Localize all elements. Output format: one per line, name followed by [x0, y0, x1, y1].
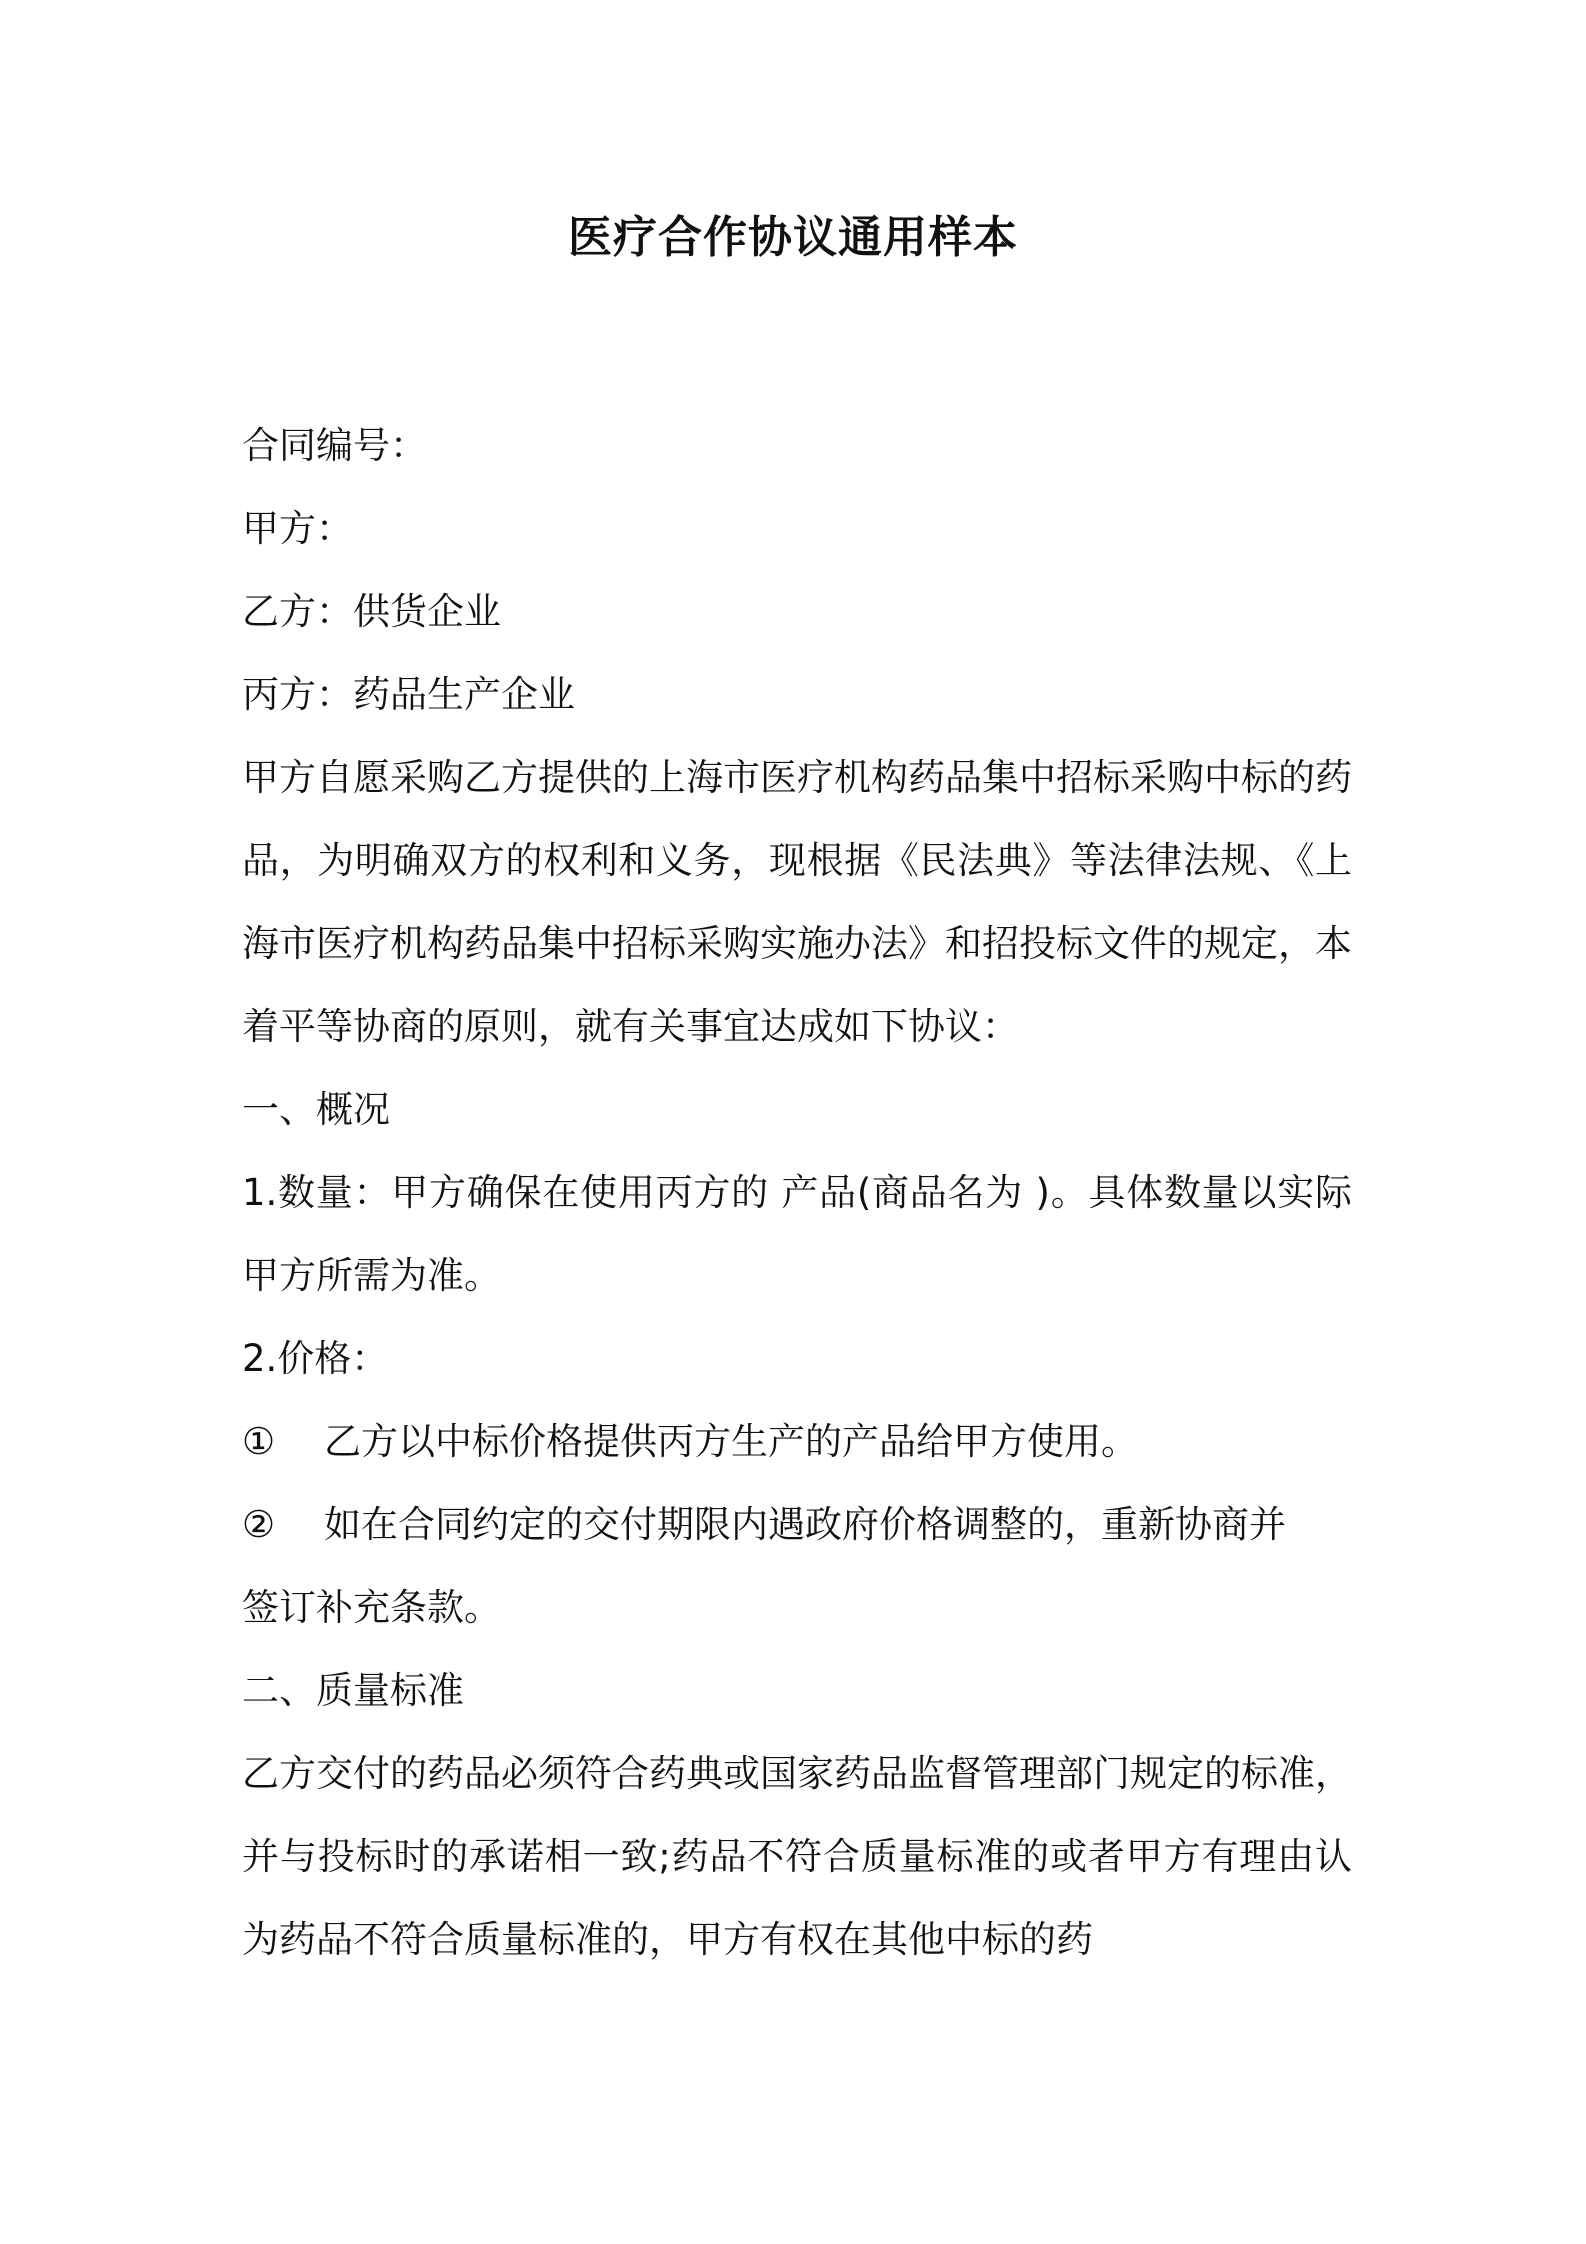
price-item-2 — [242, 1483, 1352, 1566]
document-title: 医疗合作协议通用样本 — [568, 212, 1018, 263]
party-a-field: 甲方： — [242, 507, 353, 550]
price-item-2-marker: ② — [242, 1503, 276, 1546]
section-2-heading: 二、质量标准 — [242, 1669, 464, 1712]
party-c-field: 丙方：药品生产企业 — [242, 673, 575, 716]
price-heading: 2.价格： — [242, 1337, 389, 1380]
contract-number-field: 合同编号： — [242, 424, 427, 467]
section-1-heading: 一、概况 — [242, 1088, 390, 1131]
price-item-2-continuation: 签订补充条款。 — [242, 1586, 501, 1629]
intro-paragraph: 甲方自愿采购乙方提供的上海市医疗机构药品集中招标采购中标的药品，为明确双方的权利和义务，现根据《民法典》等法律法规、《上海市医疗机构药品集中招标采购实施办法》和招投标文件的规定，本着平等协商的原则，就有关事宜达成如下协议： — [242, 756, 1352, 1048]
price-item-2-text: 如在合同约定的交付期限内遇政府价格调整的，重新协商并 — [324, 1503, 1286, 1546]
document-body — [242, 404, 1352, 1981]
quantity-clause: 1.数量：甲方确保在使用丙方的 产品(商品名为 )。具体数量以实际甲方所需为准。 — [242, 1171, 1352, 1297]
price-item-1-text: 乙方以中标价格提供丙方生产的产品给甲方使用。 — [324, 1420, 1138, 1463]
price-item-1-marker: ① — [242, 1420, 276, 1463]
party-b-field: 乙方：供货企业 — [242, 590, 501, 633]
price-item-1 — [242, 1400, 1352, 1483]
quality-paragraph: 乙方交付的药品必须符合药典或国家药品监督管理部门规定的标准，并与投标时的承诺相一致;药品不符合质量标准的或者甲方有理由认为药品不符合质量标准的，甲方有权在其他中标的药 — [242, 1752, 1352, 1961]
